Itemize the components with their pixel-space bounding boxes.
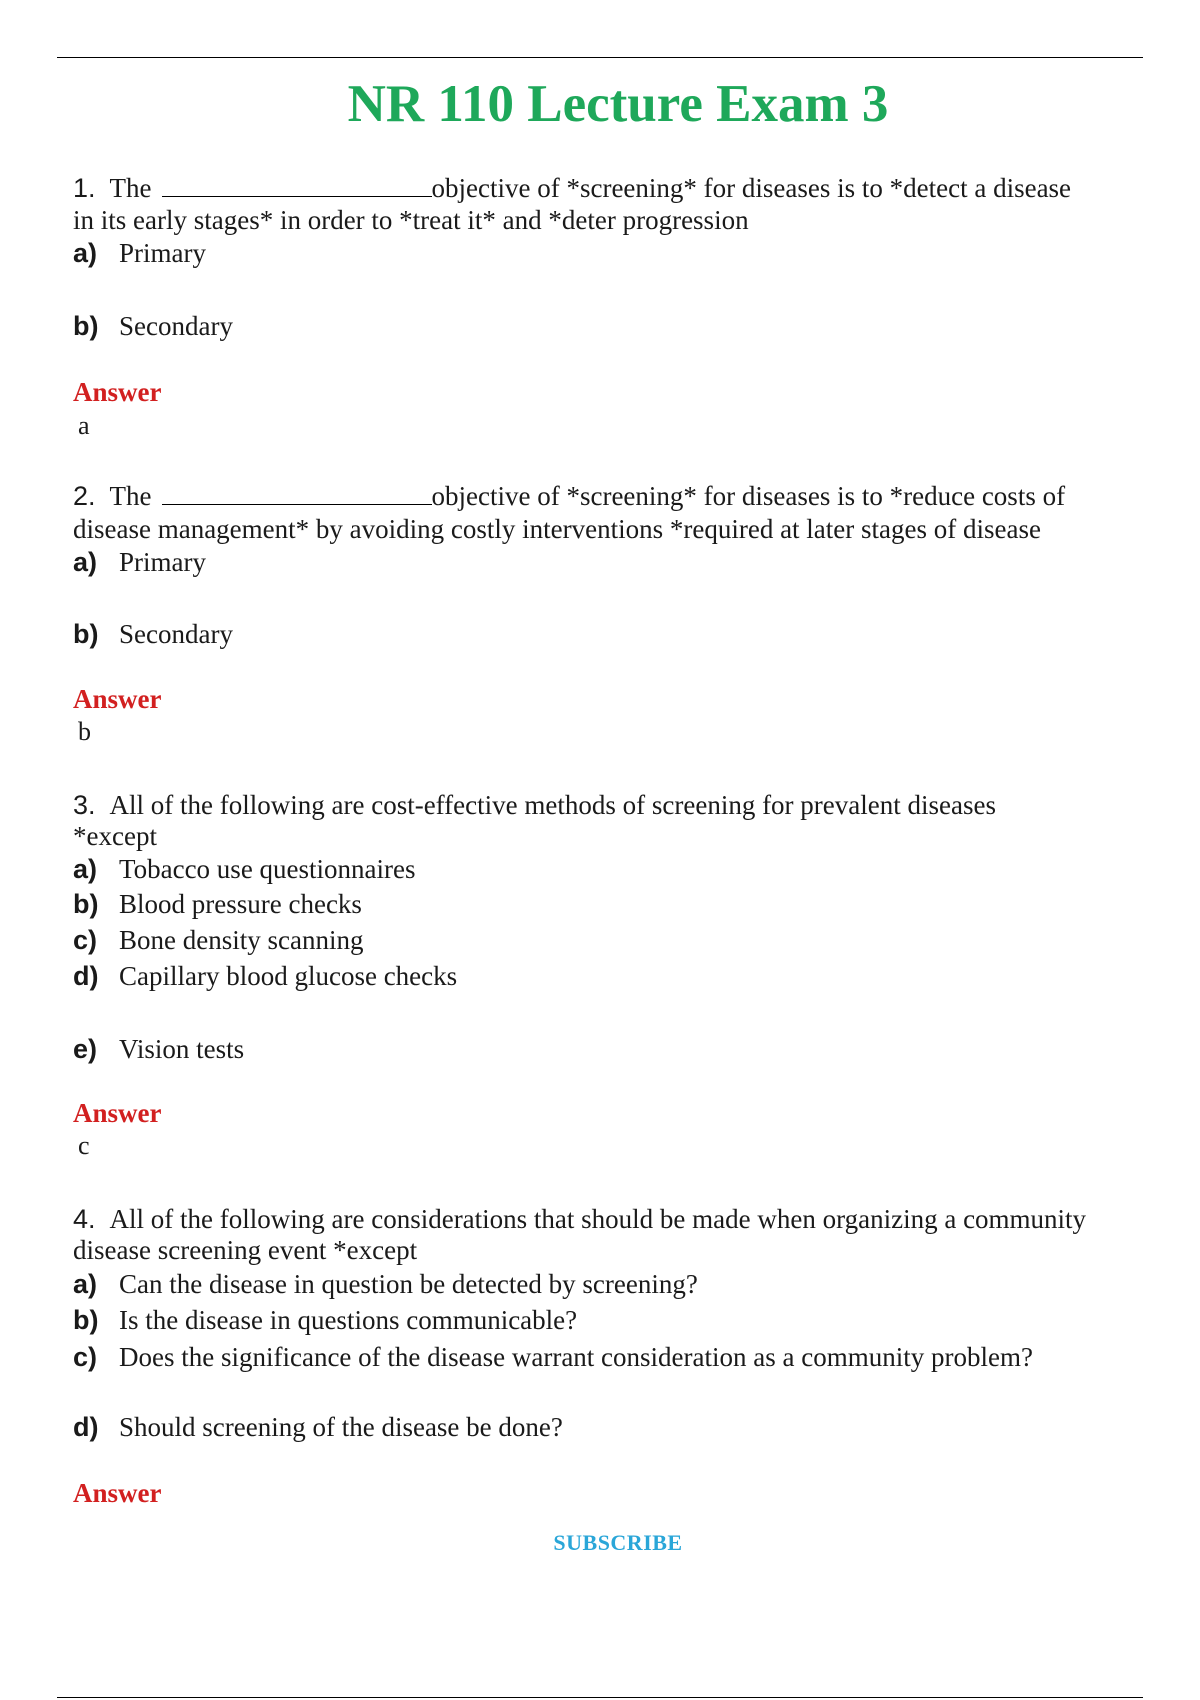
- option-text: Tobacco use questionnaires: [119, 854, 416, 884]
- fill-in-blank: [162, 172, 432, 197]
- question-number: 1.: [73, 173, 96, 203]
- question-text: objective of *screening* for diseases is to *reduce costs of: [431, 481, 1066, 511]
- option-label: b): [73, 619, 99, 649]
- question-1-line-1: [73, 172, 1071, 204]
- option-text: Vision tests: [119, 1034, 245, 1064]
- answer-value-2: b: [78, 717, 91, 746]
- option-label: a): [73, 1269, 98, 1299]
- question-3-line-1: [73, 789, 996, 821]
- question-text: All of the following are cost-effective methods of screening for prevalent diseases: [109, 790, 996, 820]
- option-1a[interactable]: [73, 237, 206, 269]
- option-label: b): [73, 311, 99, 341]
- option-label: a): [73, 238, 98, 268]
- option-text: Blood pressure checks: [119, 889, 362, 919]
- option-text: Secondary: [119, 311, 233, 341]
- question-number: 4.: [73, 1204, 96, 1234]
- question-3-line-2: *except: [73, 821, 157, 851]
- answer-label-2: Answer: [73, 684, 162, 714]
- option-text: Secondary: [119, 619, 233, 649]
- option-label: e): [73, 1034, 98, 1064]
- question-text: All of the following are considerations that should be made when organizing a community: [109, 1204, 1087, 1234]
- subscribe-link[interactable]: SUBSCRIBE: [553, 1530, 683, 1555]
- question-1-line-2: in its early stages* in order to *treat it* and *deter progression: [73, 205, 749, 235]
- option-label: b): [73, 1305, 99, 1335]
- option-label: a): [73, 854, 98, 884]
- fill-in-blank: [162, 480, 432, 505]
- question-text: objective of *screening* for diseases is to *detect a disease: [431, 173, 1072, 203]
- option-3b[interactable]: [73, 888, 362, 920]
- document-title: NR 110 Lecture Exam 3: [347, 75, 889, 133]
- option-label: c): [73, 1342, 98, 1372]
- option-1b[interactable]: [73, 310, 233, 342]
- question-4-line-1: [73, 1203, 1086, 1235]
- option-4b[interactable]: [73, 1304, 577, 1336]
- option-2a[interactable]: [73, 546, 206, 578]
- option-2b[interactable]: [73, 618, 233, 650]
- option-text: Should screening of the disease be done?: [119, 1412, 563, 1442]
- answer-value-3: c: [78, 1131, 90, 1160]
- option-label: d): [73, 1412, 99, 1442]
- answer-label-1: Answer: [73, 377, 162, 407]
- question-prefix: The: [109, 173, 152, 203]
- option-4d[interactable]: [73, 1411, 563, 1443]
- option-text: Capillary blood glucose checks: [119, 961, 458, 991]
- option-3d[interactable]: [73, 960, 457, 992]
- option-text: Can the disease in question be detected by screening?: [119, 1269, 698, 1299]
- question-4-line-2: disease screening event *except: [73, 1235, 418, 1265]
- option-label: b): [73, 889, 99, 919]
- question-number: 2.: [73, 481, 96, 511]
- answer-label-3: Answer: [73, 1098, 162, 1128]
- answer-value-1: a: [78, 411, 90, 440]
- option-4c[interactable]: [73, 1341, 1033, 1373]
- option-text: Bone density scanning: [119, 925, 364, 955]
- question-2-line-1: [73, 480, 1065, 512]
- option-text: Is the disease in questions communicable?: [119, 1305, 578, 1335]
- bottom-rule: [57, 1697, 1143, 1698]
- option-text: Primary: [119, 238, 206, 268]
- option-3e[interactable]: [73, 1033, 244, 1065]
- option-label: d): [73, 961, 99, 991]
- option-3a[interactable]: [73, 853, 416, 885]
- question-number: 3.: [73, 790, 96, 820]
- option-4a[interactable]: [73, 1268, 698, 1300]
- option-text: Does the significance of the disease warrant consideration as a community problem?: [119, 1342, 1033, 1372]
- option-text: Primary: [119, 547, 206, 577]
- question-2-line-2: disease management* by avoiding costly interventions *required at later stages of disease: [73, 514, 1041, 544]
- top-rule: [57, 57, 1143, 58]
- option-label: a): [73, 547, 98, 577]
- option-3c[interactable]: [73, 924, 363, 956]
- answer-label-4: Answer: [73, 1478, 162, 1508]
- option-label: c): [73, 925, 98, 955]
- question-prefix: The: [109, 481, 152, 511]
